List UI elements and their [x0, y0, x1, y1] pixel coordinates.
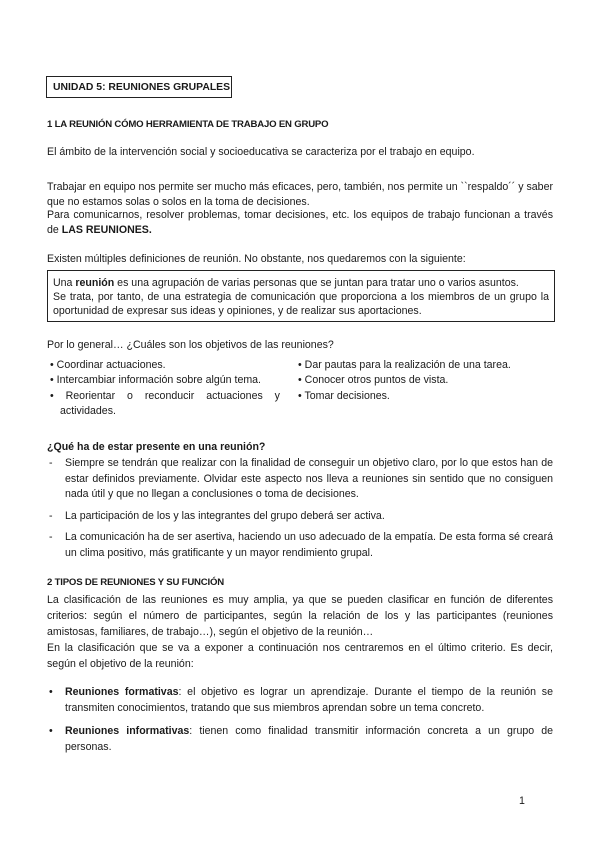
section-2-heading: 2 TIPOS DE REUNIONES Y SU FUNCIÓN [47, 577, 224, 588]
list-item: • Reuniones informativas: tienen como finalidad transmitir información concreta a un grupo de personas. [49, 725, 554, 753]
type-name: Reuniones informativas [65, 725, 190, 737]
list-item: • Tomar decisiones. [298, 389, 390, 402]
text: Una [53, 277, 76, 289]
paragraph-text: Para comunicarnos, resolver problemas, tomar decisiones, etc. los equipos de trabajo funcionan a través de [47, 209, 553, 236]
paragraph: Trabajar en equipo nos permite ser mucho más eficaces, pero, también, nos permite un ``respaldo´´ y saber que no estamos solas o solos en la toma de decisiones. [47, 181, 553, 208]
objectives-left-column [50, 358, 280, 419]
section-1-heading: 1 LA REUNIÓN CÓMO HERRAMIENTA DE TRABAJO EN GRUPO [47, 119, 329, 130]
definition-line [53, 276, 549, 290]
list-item: • Coordinar actuaciones. [50, 359, 166, 371]
present-heading: ¿Qué ha de estar presente en una reunión? [47, 441, 266, 453]
page-number: 1 [519, 795, 525, 807]
list-item: • Reuniones formativas: el objetivo es lograr un aprendizaje. Durante el tiempo de la reunión se transmiten conocimientos, tratando que sus miembros aprendan sobre un tema concreto. [49, 686, 553, 714]
paragraph: El ámbito de la intervención social y socioeducativa se caracteriza por el trabajo en equipo. [47, 146, 475, 158]
paragraph: En la clasificación que se va a exponer a continuación nos centraremos en el último criterio. Es decir, según el objetivo de la reunión: [47, 642, 553, 670]
type-name: Reuniones formativas [65, 686, 179, 698]
objectives-intro: Por lo general… ¿Cuáles son los objetivos de las reuniones? [47, 339, 334, 351]
list-item: - Siempre se tendrán que realizar con la finalidad de conseguir un objetivo claro, por lo que estos han de estar definidos previamente. Olvidar este aspecto nos lleva a reuniones sin sentido que no consiguen nada útil y que no llegan a conclusiones o toma de decisiones. [49, 457, 553, 500]
bold-term: reunión [75, 277, 115, 289]
unit-title: UNIDAD 5: REUNIONES GRUPALES [46, 76, 232, 98]
list-item: - La participación de los y las integrantes del grupo deberá ser activa. [49, 510, 385, 522]
definition-line: Se trata, por tanto, de una estrategia de comunicación que proporciona a los miembros de un grupo la oportunidad de expresar sus ideas y opiniones, y de realizar sus aportaciones. [53, 291, 549, 317]
list-item: • Intercambiar información sobre algún tema. [50, 374, 261, 387]
list-item: • Reorientar o reconducir actuaciones y actividades. [50, 389, 280, 417]
list-item: • Dar pautas para la realización de una tarea. [298, 359, 511, 371]
text: es una agrupación de varias personas que se juntan para tratar uno o varios asuntos. [114, 277, 519, 289]
bold-text: LAS REUNIONES. [61, 223, 152, 236]
paragraph: Existen múltiples definiciones de reunión. No obstante, nos quedaremos con la siguiente: [47, 253, 466, 265]
paragraph [47, 208, 553, 237]
list-item: - La comunicación ha de ser asertiva, haciendo un uso adecuado de la empatía. De esta forma sé creará un clima positivo, más gratificante y un mayor rendimiento grupal. [49, 531, 553, 559]
paragraph: La clasificación de las reuniones es muy amplia, ya que se pueden clasificar en función de diferentes criterios: según el número de participantes, según la relación de los y las participantes (reuniones amistosas, familiares, de trabajo…), según el objetivo de la reunión… [47, 594, 553, 638]
objectives-right-column [298, 358, 548, 404]
list-item: • Conocer otros puntos de vista. [298, 374, 449, 387]
definition-box [47, 270, 555, 322]
